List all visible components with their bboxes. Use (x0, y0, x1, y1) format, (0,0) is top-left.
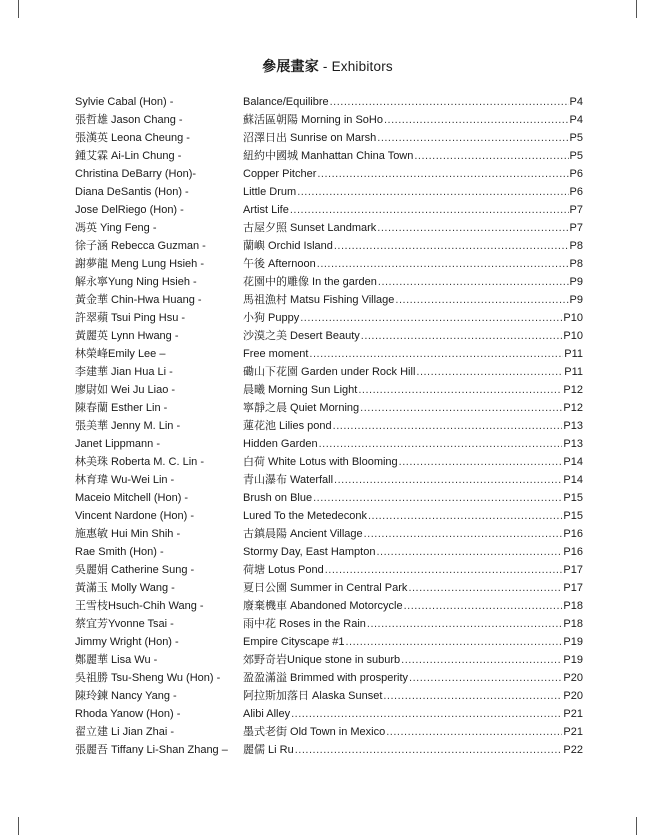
artwork-entry (243, 669, 583, 687)
dot-leader (295, 741, 563, 759)
dot-leader (376, 543, 562, 561)
artwork-title: 郊野奇岩Unique stone in suburb (243, 654, 401, 666)
artwork-entry (243, 453, 583, 471)
dot-leader (330, 93, 569, 111)
page-number: P19 (563, 654, 583, 666)
artwork-title: 阿拉斯加落日 Alaska Sunset (243, 690, 383, 702)
artwork-title: 沼澤日出 Sunrise on Marsh (243, 132, 377, 144)
artwork-entry (243, 489, 583, 507)
page-number: P9 (569, 294, 583, 306)
crop-mark-bottom-left (18, 817, 19, 835)
artwork-entry (243, 183, 583, 201)
artwork-entry (243, 471, 583, 489)
artwork-title: 花園中的雕像 In the garden (243, 276, 377, 288)
dot-leader (414, 147, 568, 165)
page-number: P9 (569, 276, 583, 288)
dot-leader (384, 111, 569, 129)
page-title-english: - Exhibitors (318, 59, 393, 74)
exhibitor-row (75, 165, 583, 183)
artist-name: 張漢英 Leona Cheung - (75, 132, 190, 144)
crop-mark-top-left (18, 0, 19, 18)
dot-leader (290, 201, 569, 219)
artwork-title: Lured To the Metedeconk (243, 510, 367, 522)
artwork-entry (243, 687, 583, 705)
artist-name: Maceio Mitchell (Hon) - (75, 492, 189, 504)
exhibitor-row (75, 219, 583, 237)
dot-leader (383, 687, 562, 705)
artwork-entry (243, 309, 583, 327)
artist-name: Sylvie Cabal (Hon) - (75, 96, 174, 108)
page-number: P4 (569, 114, 583, 126)
page-number: P11 (564, 348, 583, 360)
page-number: P14 (563, 474, 583, 486)
exhibitor-row (75, 507, 583, 525)
artwork-title: 蓮花池 Lilies pond (243, 420, 332, 432)
page-number: P17 (563, 564, 583, 576)
page-number: P12 (563, 402, 583, 414)
artwork-entry (243, 417, 583, 435)
dot-leader (319, 435, 563, 453)
page-number: P21 (563, 708, 583, 720)
artist-name: 林育瑋 Wu-Wei Lin - (75, 474, 175, 486)
exhibitor-row (75, 579, 583, 597)
dot-leader (364, 525, 563, 543)
artwork-entry (243, 345, 583, 363)
artwork-title: 蘭嶼 Orchid Island (243, 240, 333, 252)
exhibitor-row (75, 669, 583, 687)
page-number: P4 (569, 96, 583, 108)
artist-name: 馮英 Ying Feng - (75, 222, 157, 234)
artwork-entry (243, 705, 583, 723)
artwork-title: Alibi Alley (243, 708, 291, 720)
page-number: P18 (563, 618, 583, 630)
artist-name: 林榮峰Emily Lee – (75, 348, 166, 360)
artwork-entry (243, 579, 583, 597)
exhibitor-row (75, 183, 583, 201)
artist-name: 張麗吾 Tiffany Li-Shan Zhang – (75, 744, 228, 756)
artwork-entry (243, 273, 583, 291)
dot-leader (333, 417, 563, 435)
artwork-entry (243, 165, 583, 183)
artwork-title: 夏日公園 Summer in Central Park (243, 582, 408, 594)
artwork-title: Balance/Equilibre (243, 96, 329, 108)
artist-name: 徐子涵 Rebecca Guzman - (75, 240, 206, 252)
exhibitor-row (75, 327, 583, 345)
dot-leader (317, 165, 568, 183)
exhibitor-row (75, 363, 583, 381)
exhibitor-row (75, 381, 583, 399)
exhibitor-row (75, 615, 583, 633)
dot-leader (291, 705, 562, 723)
artwork-entry (243, 327, 583, 345)
dot-leader (358, 381, 562, 399)
exhibitor-row (75, 399, 583, 417)
page-number: P7 (569, 204, 583, 216)
artwork-title: 白荷 White Lotus with Blooming (243, 456, 398, 468)
artwork-title: 蘇活區朝陽 Morning in SoHo (243, 114, 383, 126)
artwork-entry (243, 111, 583, 129)
artist-name: 李建華 Jian Hua Li - (75, 366, 173, 378)
page-number: P20 (563, 672, 583, 684)
page-number: P13 (563, 420, 583, 432)
dot-leader (404, 597, 563, 615)
artist-name: Jose DelRiego (Hon) - (75, 204, 184, 216)
dot-leader (361, 327, 563, 345)
artist-name: 陳春蘭 Esther Lin - (75, 402, 168, 414)
exhibitor-row (75, 561, 583, 579)
page-number: P19 (563, 636, 583, 648)
exhibitor-row (75, 273, 583, 291)
dot-leader (360, 399, 562, 417)
page-number: P8 (569, 240, 583, 252)
artwork-entry (243, 615, 583, 633)
artwork-title: 古屋夕照 Sunset Landmark (243, 222, 377, 234)
crop-mark-bottom-right (636, 817, 637, 835)
artwork-entry (243, 201, 583, 219)
exhibitor-row (75, 435, 583, 453)
artwork-title: Brush on Blue (243, 492, 313, 504)
page-number: P13 (563, 438, 583, 450)
page-number: P16 (563, 546, 583, 558)
exhibitor-row (75, 291, 583, 309)
exhibitor-row (75, 111, 583, 129)
artist-name: Diana DeSantis (Hon) - (75, 186, 189, 198)
artwork-entry (243, 219, 583, 237)
artist-name: 吳麗娟 Catherine Sung - (75, 564, 195, 576)
artwork-entry (243, 381, 583, 399)
exhibitor-row (75, 705, 583, 723)
exhibitor-row (75, 741, 583, 759)
exhibitor-row (75, 417, 583, 435)
dot-leader (309, 345, 563, 363)
artist-name: Jimmy Wright (Hon) - (75, 636, 179, 648)
artwork-title: Little Drum (243, 186, 297, 198)
artist-name: 許翠蘋 Tsui Ping Hsu - (75, 312, 186, 324)
artist-name: 鍾艾霖 Ai-Lin Chung - (75, 150, 182, 162)
page-number: P5 (569, 132, 583, 144)
artwork-title: 荷塘 Lotus Pond (243, 564, 324, 576)
page-number: P21 (563, 726, 583, 738)
dot-leader (401, 651, 562, 669)
artwork-title: 紐約中國城 Manhattan China Town (243, 150, 414, 162)
exhibitor-row (75, 201, 583, 219)
artwork-title: 小狗 Puppy (243, 312, 300, 324)
page-title-chinese: 參展畫家 (262, 59, 319, 75)
artist-name: Christina DeBarry (Hon)- (75, 168, 197, 180)
artwork-entry (243, 543, 583, 561)
dot-leader (325, 561, 563, 579)
artwork-entry (243, 435, 583, 453)
artwork-entry (243, 129, 583, 147)
artist-name: 吳祖勝 Tsu-Sheng Wu (Hon) - (75, 672, 221, 684)
page-number: P5 (569, 150, 583, 162)
artist-name: 翟立建 Li Jian Zhai - (75, 726, 175, 738)
page-number: P17 (563, 582, 583, 594)
artwork-entry (243, 93, 583, 111)
dot-leader (377, 219, 568, 237)
artwork-entry (243, 147, 583, 165)
page-number: P22 (563, 744, 583, 756)
artwork-entry (243, 723, 583, 741)
page-number: P10 (563, 330, 583, 342)
dot-leader (368, 507, 562, 525)
exhibitor-row (75, 147, 583, 165)
artwork-entry (243, 741, 583, 759)
page-number: P14 (563, 456, 583, 468)
artwork-title: 寧靜之晨 Quiet Morning (243, 402, 360, 414)
artist-name: 廖尉如 Wei Ju Liao - (75, 384, 176, 396)
dot-leader (395, 291, 568, 309)
dot-leader (317, 255, 569, 273)
artwork-title: Empire Cityscape #1 (243, 636, 345, 648)
dot-leader (300, 309, 562, 327)
artist-name: Rae Smith (Hon) - (75, 546, 164, 558)
artwork-entry (243, 399, 583, 417)
artwork-title: Artist Life (243, 204, 289, 216)
artwork-entry (243, 651, 583, 669)
artist-name: Vincent Nardone (Hon) - (75, 510, 195, 522)
artwork-entry (243, 363, 583, 381)
artist-name: 黃麗英 Lynn Hwang - (75, 330, 179, 342)
artwork-entry (243, 291, 583, 309)
dot-leader (399, 453, 563, 471)
page-number: P11 (564, 366, 583, 378)
artwork-entry (243, 597, 583, 615)
exhibitor-row (75, 129, 583, 147)
artwork-title: 馬祖漁村 Matsu Fishing Village (243, 294, 395, 306)
artwork-entry (243, 633, 583, 651)
artwork-title: 晨曦 Morning Sun Light (243, 384, 358, 396)
artwork-title: 古鎮晨陽 Ancient Village (243, 528, 363, 540)
dot-leader (367, 615, 563, 633)
artwork-entry (243, 561, 583, 579)
artwork-entry (243, 237, 583, 255)
dot-leader (346, 633, 563, 651)
exhibitor-row (75, 345, 583, 363)
exhibitor-row (75, 489, 583, 507)
artwork-title: 盈盈滿溢 Brimmed with prosperity (243, 672, 409, 684)
page-number: P7 (569, 222, 583, 234)
dot-leader (334, 471, 562, 489)
exhibitor-row (75, 723, 583, 741)
artwork-title: Free moment (243, 348, 309, 360)
artist-name: 鄭麗華 Lisa Wu - (75, 654, 158, 666)
exhibitor-row (75, 633, 583, 651)
artwork-title: 磡山下花園 Garden under Rock Hill (243, 366, 416, 378)
exhibitor-list (75, 93, 583, 759)
artist-name: 王雪枝Hsuch-Chih Wang - (75, 600, 204, 612)
page-number: P15 (563, 492, 583, 504)
artwork-title: 墨式老街 Old Town in Mexico (243, 726, 386, 738)
crop-mark-top-right (636, 0, 637, 18)
exhibitor-row (75, 471, 583, 489)
artist-name: 黃滿玉 Molly Wang - (75, 582, 175, 594)
artwork-entry (243, 507, 583, 525)
dot-leader (377, 129, 568, 147)
page-number: P10 (563, 312, 583, 324)
dot-leader (313, 489, 562, 507)
artist-name: Janet Lippmann - (75, 438, 160, 450)
artist-name: 謝夢龍 Meng Lung Hsieh - (75, 258, 204, 270)
artwork-title: Stormy Day, East Hampton (243, 546, 376, 558)
dot-leader (378, 273, 569, 291)
page-title (0, 56, 655, 76)
dot-leader (297, 183, 568, 201)
page-number: P6 (569, 186, 583, 198)
artist-name: Rhoda Yanow (Hon) - (75, 708, 181, 720)
artist-name: 林美珠 Roberta M. C. Lin - (75, 456, 204, 468)
artwork-title: Copper Pitcher (243, 168, 317, 180)
artwork-entry (243, 525, 583, 543)
artwork-title: Hidden Garden (243, 438, 318, 450)
artist-name: 蔡宜芳Yvonne Tsai - (75, 618, 174, 630)
artwork-title: 雨中花 Roses in the Rain (243, 618, 366, 630)
page-number: P18 (563, 600, 583, 612)
page-number: P20 (563, 690, 583, 702)
artwork-title: 沙漠之美 Desert Beauty (243, 330, 360, 342)
exhibitor-row (75, 543, 583, 561)
exhibitor-row (75, 237, 583, 255)
page-number: P6 (569, 168, 583, 180)
page-number: P15 (563, 510, 583, 522)
exhibitor-row (75, 525, 583, 543)
artist-name: 施惠敏 Hui Min Shih - (75, 528, 181, 540)
exhibitor-row (75, 453, 583, 471)
artwork-title: 青山瀑布 Waterfall (243, 474, 334, 486)
dot-leader (334, 237, 569, 255)
page-number: P8 (569, 258, 583, 270)
exhibitor-row (75, 687, 583, 705)
artwork-title: 廢棄機車 Abandoned Motorcycle (243, 600, 403, 612)
exhibitor-row (75, 255, 583, 273)
artwork-title: 麗儒 Li Ru (243, 744, 294, 756)
exhibitor-row (75, 93, 583, 111)
dot-leader (416, 363, 563, 381)
artist-name: 張哲雄 Jason Chang - (75, 114, 183, 126)
artwork-entry (243, 255, 583, 273)
exhibitor-row (75, 309, 583, 327)
artist-name: 陳玲鍊 Nancy Yang - (75, 690, 177, 702)
exhibitor-row (75, 651, 583, 669)
page-number: P16 (563, 528, 583, 540)
artwork-title: 午後 Afternoon (243, 258, 316, 270)
dot-leader (386, 723, 562, 741)
exhibitor-row (75, 597, 583, 615)
artist-name: 張美華 Jenny M. Lin - (75, 420, 181, 432)
artist-name: 黃金華 Chin-Hwa Huang - (75, 294, 202, 306)
page-number: P12 (563, 384, 583, 396)
dot-leader (409, 669, 562, 687)
artist-name: 解永寧Yung Ning Hsieh - (75, 276, 197, 288)
dot-leader (408, 579, 562, 597)
